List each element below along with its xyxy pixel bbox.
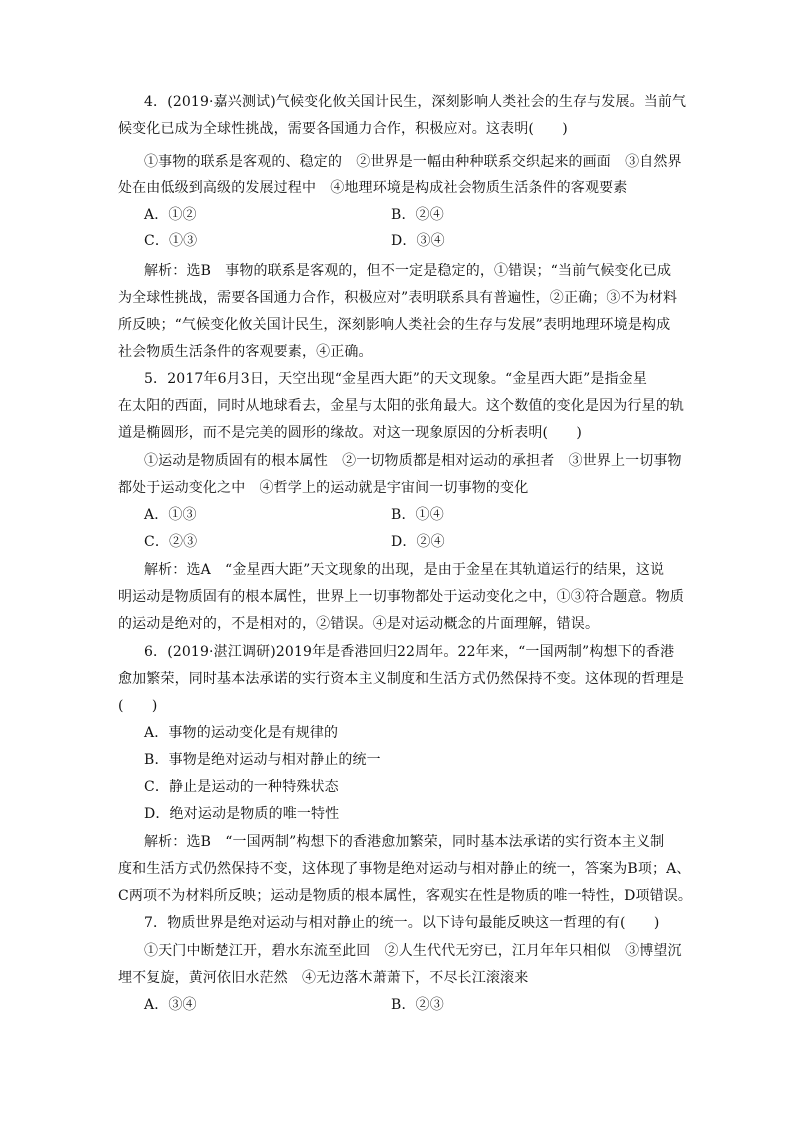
- q6-stem-line-3: ( ): [118, 698, 158, 714]
- q7-option-a: A．③④: [144, 997, 197, 1013]
- q6-option-a: A．事物的运动变化是有规律的: [144, 725, 339, 741]
- q4-option-d: D．③④: [391, 233, 445, 249]
- q7-option-b: B．②③: [391, 997, 444, 1013]
- q5-stem-line-3: 道是椭圆形，而不是完美的圆形的缘故。对这一现象原因的分析表明( ): [118, 425, 583, 441]
- q6-stem-line-1: 6．(2019·湛江调研)2019年是香港回归22周年。22年来，“一国两制”构想下的香港: [144, 644, 675, 660]
- q5-analysis-line-1: 解析：选A “金星西大距”天文现象的出现，是由于金星在其轨道运行的结果，这说: [144, 562, 665, 578]
- q4-analysis-line-4: 社会物质生活条件的客观要素，④正确。: [118, 344, 373, 360]
- q5-option-d: D．②④: [391, 534, 445, 550]
- q7-statements-line-1: ①天门中断楚江开，碧水东流至此回 ②人生代代无穷已，江月年年只相似 ③博望沉: [144, 943, 682, 959]
- q6-option-c: C．静止是运动的一种特殊状态: [144, 779, 339, 795]
- q5-analysis-line-2: 明运动是物质固有的根本属性，世界上一切事物都处于运动变化之中，①③符合题意。物质: [118, 589, 684, 605]
- q7-statements-line-2: 埋不复旋，黄河依旧水茫然 ④无边落木萧萧下，不尽长江滚滚来: [118, 970, 529, 986]
- q4-option-c: C．①③: [144, 233, 198, 249]
- q6-stem-line-2: 愈加繁荣，同时基本法承诺的实行资本主义制度和生活方式仍然保持不变。这体现的哲理是: [118, 671, 684, 687]
- q5-stem-line-1: 5．2017年6月3日，天空出现“金星西大距”的天文现象。“金星西大距”是指金星: [144, 371, 647, 387]
- q6-analysis-line-3: C两项不为材料所反映；运动是物质的根本属性，客观实在性是物质的唯一特性，D项错误。: [118, 888, 693, 904]
- q4-analysis-line-1: 解析：选B 事物的联系是客观的，但不一定是稳定的，①错误；“当前气候变化已成: [144, 263, 672, 279]
- q4-stem-line-1: 4．(2019·嘉兴测试)气候变化攸关国计民生，深刻影响人类社会的生存与发展。当前气: [144, 94, 687, 110]
- q5-option-b: B．①④: [391, 507, 444, 523]
- q5-option-a: A．①③: [144, 507, 197, 523]
- q6-analysis-line-2: 度和生活方式仍然保持不变，这体现了事物是绝对运动与相对静止的统一，答案为B项；A、: [118, 861, 691, 877]
- q4-statements-line-2: 处在由低级到高级的发展过程中 ④地理环境是构成社会物质生活条件的客观要素: [118, 180, 628, 196]
- q4-option-a: A．①②: [144, 207, 197, 223]
- q7-stem-line-1: 7．物质世界是绝对运动与相对静止的统一。以下诗句最能反映这一哲理的有( ): [144, 915, 660, 931]
- q4-option-b: B．②④: [391, 207, 444, 223]
- q5-statements-line-1: ①运动是物质固有的根本属性 ②一切物质都是相对运动的承担者 ③世界上一切事物: [144, 453, 682, 469]
- q4-analysis-line-2: 为全球性挑战，需要各国通力合作，积极应对”表明联系具有普遍性，②正确；③不为材料: [118, 290, 678, 306]
- q4-stem-line-2: 候变化已成为全球性挑战，需要各国通力合作，积极应对。这表明( ): [118, 121, 568, 137]
- q6-option-b: B．事物是绝对运动与相对静止的统一: [144, 752, 381, 768]
- q4-statements-line-1: ①事物的联系是客观的、稳定的 ②世界是一幅由种种联系交织起来的画面 ③自然界: [144, 154, 682, 170]
- q5-analysis-line-3: 的运动是绝对的，不是相对的，②错误。④是对运动概念的片面理解，错误。: [118, 616, 600, 632]
- q5-statements-line-2: 都处于运动变化之中 ④哲学上的运动就是宇宙间一切事物的变化: [118, 480, 529, 496]
- q5-option-c: C．②③: [144, 534, 198, 550]
- q4-analysis-line-3: 所反映；“气候变化攸关国计民生，深刻影响人类社会的生存与发展”表明地理环境是构成: [118, 317, 671, 333]
- q5-stem-line-2: 在太阳的西面，同时从地球看去，金星与太阳的张角最大。这个数值的变化是因为行星的轨: [118, 398, 684, 414]
- q6-option-d: D．绝对运动是物质的唯一特性: [144, 806, 340, 822]
- q6-analysis-line-1: 解析：选B “一国两制”构想下的香港愈加繁荣，同时基本法承诺的实行资本主义制: [144, 834, 665, 850]
